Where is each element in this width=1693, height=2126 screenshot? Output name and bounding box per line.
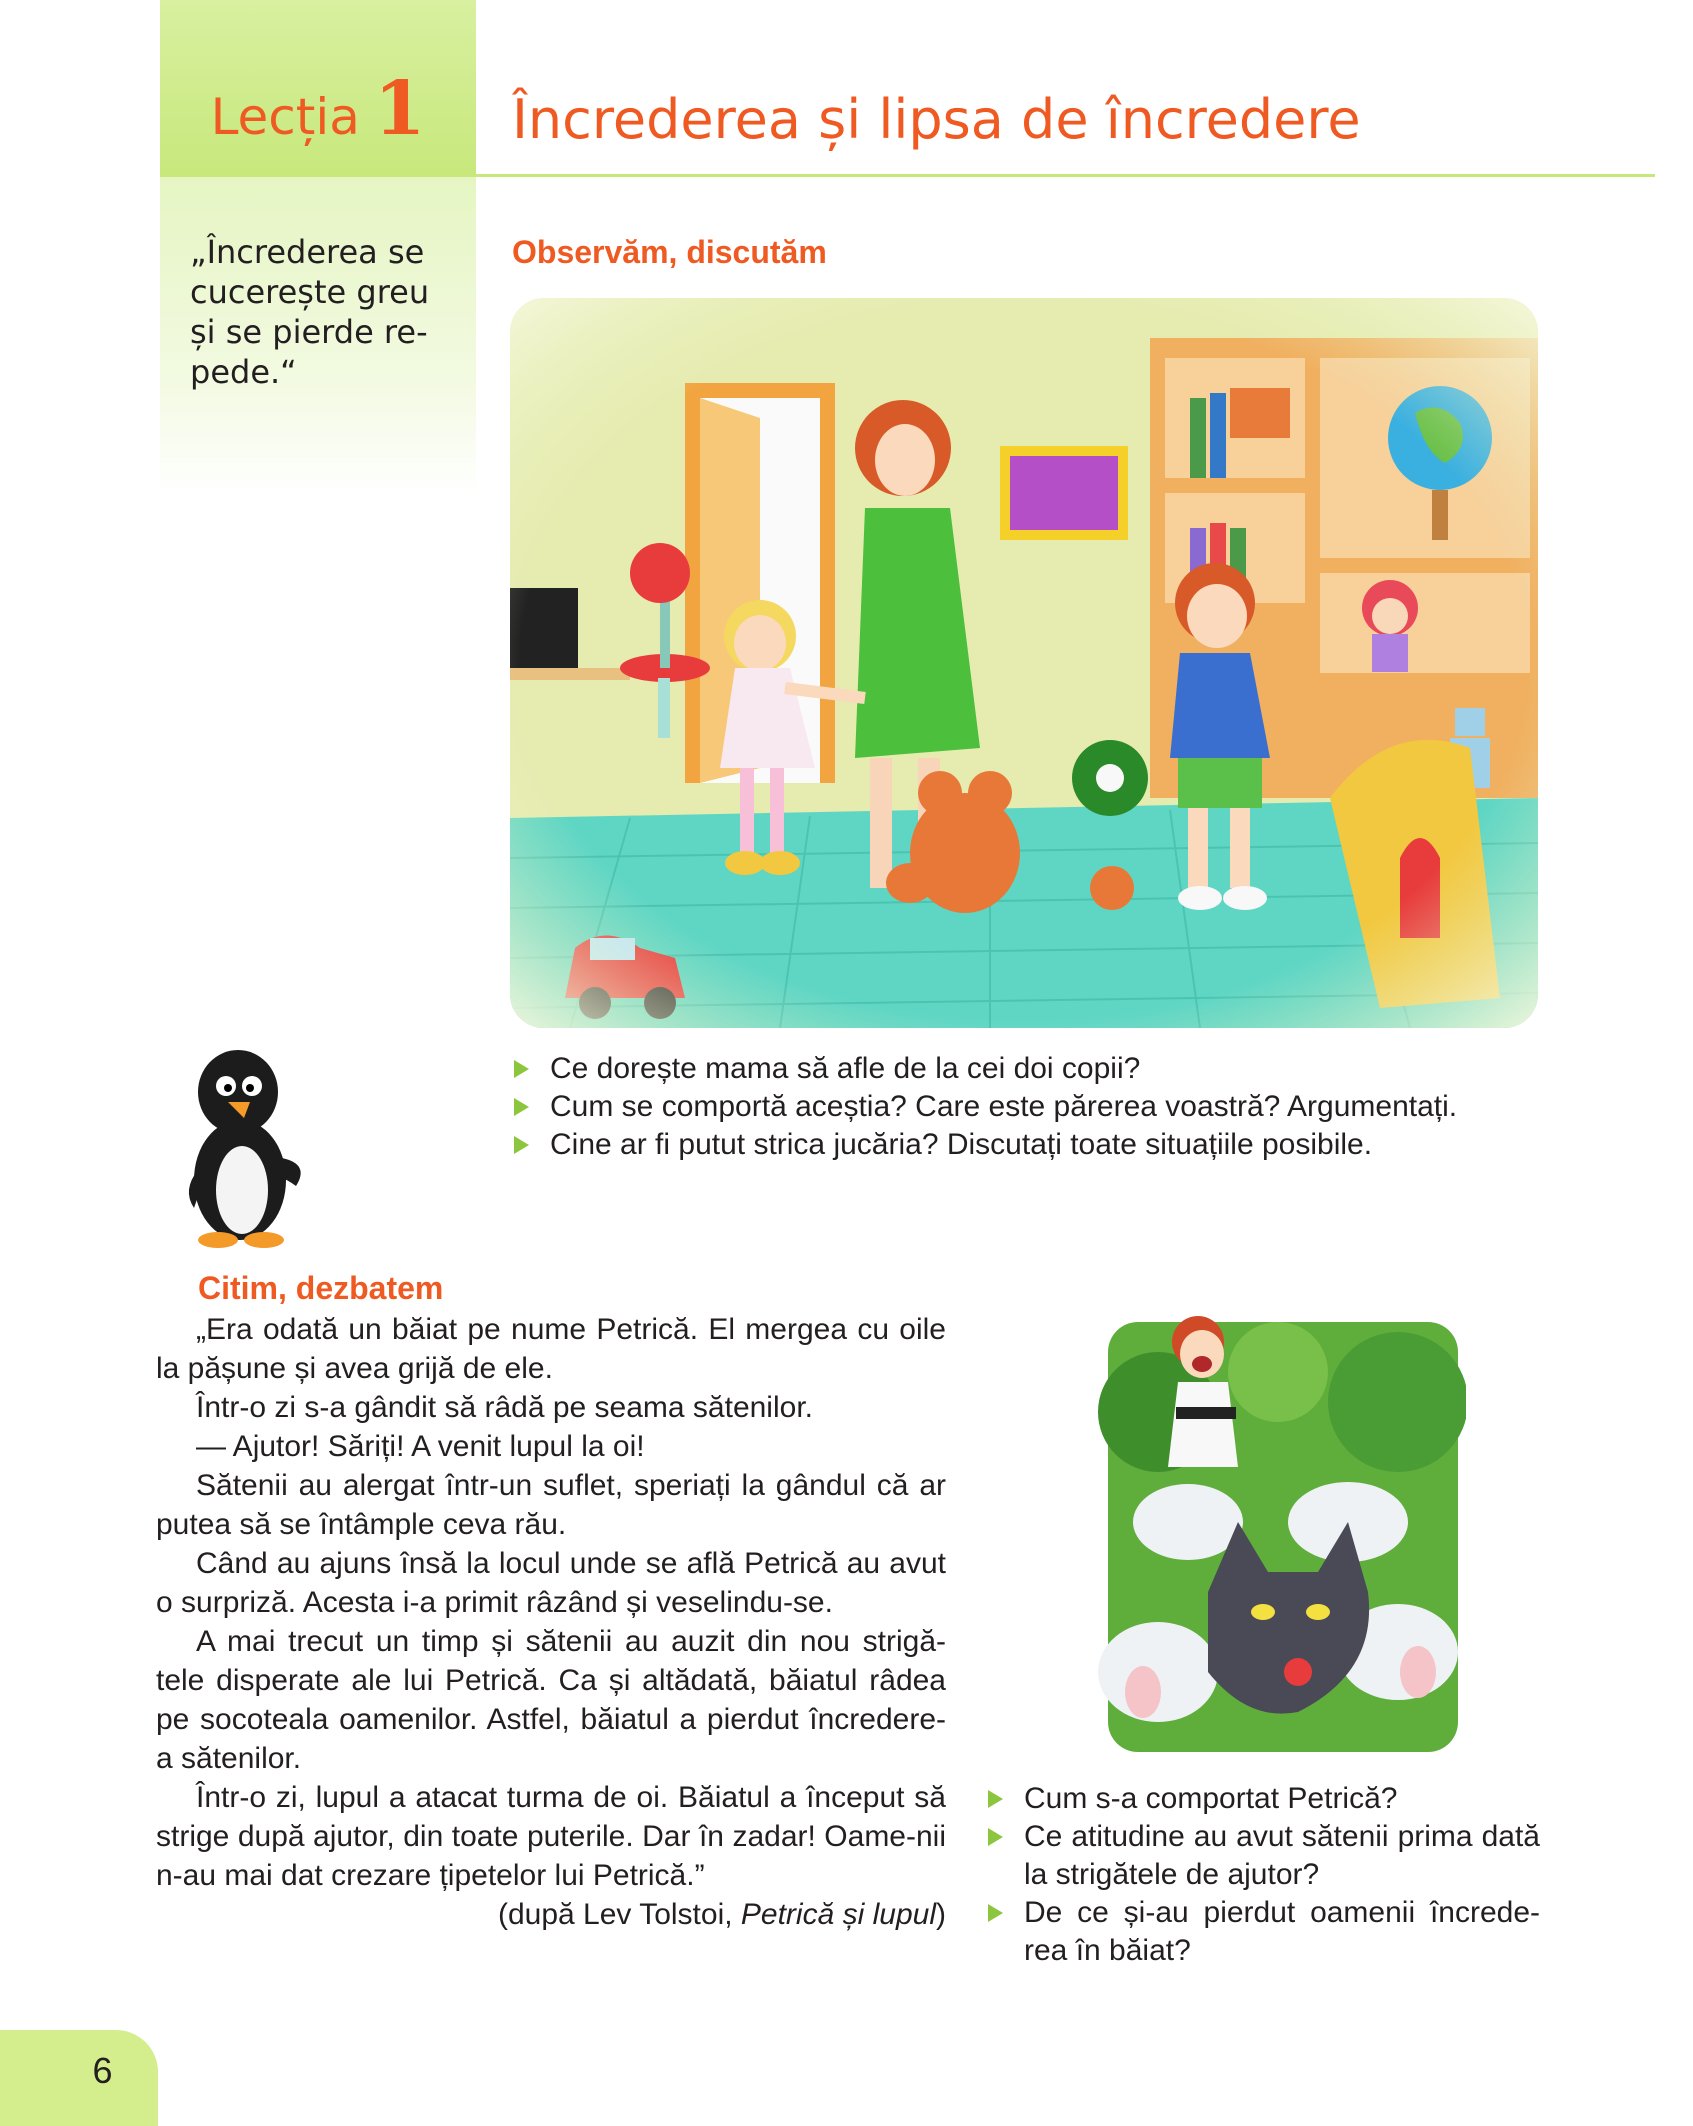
question-text: Cine ar fi putut strica jucăria? Discutați toate situațiile posibile. — [550, 1128, 1373, 1161]
question-text: Cum s-a comportat Petrică? — [1024, 1782, 1398, 1815]
sidebar-quote: „Încrederea se cucerește greu și se pierde re- pede.“ — [190, 233, 430, 391]
lesson-word: Lecția — [210, 88, 360, 146]
question-text: Cum se comportă aceștia? Care este părerea voastră? Argumentați. — [550, 1090, 1458, 1123]
list-item — [986, 1818, 1540, 1894]
arrow-bullet-icon — [514, 1060, 529, 1078]
question-text: Ce atitudine au avut sătenii prima dată la strigătele de ajutor? — [1024, 1820, 1540, 1891]
story-paragraph: Într-o zi, lupul a atacat turma de oi. Băiatul a început să strige după ajutor, din toate puterile. Dar în zadar! Oame-nii n-au mai dat crezare țipetelor lui Petrică.” — [156, 1781, 946, 1892]
story-paragraph: Într-o zi s-a gândit să râdă pe seama sătenilor. — [196, 1391, 813, 1424]
story-text — [156, 1310, 946, 1934]
arrow-bullet-icon — [988, 1828, 1003, 1846]
source-prefix: (după Lev Tolstoi, — [497, 1898, 741, 1931]
lesson-title: Încrederea și lipsa de încredere — [512, 88, 1361, 151]
list-item — [986, 1780, 1540, 1818]
arrow-bullet-icon — [988, 1904, 1003, 1922]
story-paragraph: „Era odată un băiat pe nume Petrică. El mergea cu oile la pășune și avea grijă de ele. — [156, 1313, 946, 1385]
list-item — [512, 1126, 1512, 1164]
penguin-mascot — [178, 1040, 316, 1250]
wolf-sheep-illustration — [1098, 1292, 1466, 1758]
story-source — [156, 1895, 946, 1934]
room-illustration — [510, 298, 1538, 1028]
observam-questions — [512, 1050, 1512, 1164]
story-paragraph: — Ajutor! Săriți! A venit lupul la oi! — [196, 1430, 645, 1463]
observam-heading: Observăm, discutăm — [512, 234, 827, 270]
list-item — [986, 1894, 1540, 1970]
lesson-label — [160, 66, 476, 152]
story-paragraph: A mai trecut un timp și sătenii au auzit din nou strigă-tele disperate ale lui Petrică. Ca și altădată, băiatul râdea pe socoteala oamenilor. Astfel, băiatul a pierdut încredere-a sătenilor. — [156, 1625, 946, 1775]
story-paragraph: Sătenii au alergat într-un suflet, speriați la gândul că ar putea să se întâmple ceva rău. — [156, 1469, 946, 1541]
question-text: Ce dorește mama să afle de la cei doi copii? — [550, 1052, 1141, 1085]
list-item — [512, 1050, 1512, 1088]
arrow-bullet-icon — [514, 1136, 529, 1154]
question-text: De ce și-au pierdut oamenii încrede-rea în băiat? — [1024, 1896, 1540, 1967]
citim-heading: Citim, dezbatem — [198, 1270, 444, 1306]
page-number: 6 — [92, 2050, 113, 2091]
arrow-bullet-icon — [988, 1790, 1003, 1808]
arrow-bullet-icon — [514, 1098, 529, 1116]
lesson-number: 1 — [373, 66, 426, 152]
story-questions — [986, 1780, 1540, 1970]
list-item — [512, 1088, 1512, 1126]
header-rule — [160, 174, 1655, 177]
source-suffix: ) — [936, 1898, 946, 1931]
source-title: Petrică și lupul — [740, 1898, 936, 1931]
story-paragraph: Când au ajuns însă la locul unde se află Petrică au avut o surpriză. Acesta i-a primit râzând și veselindu-se. — [156, 1547, 946, 1619]
